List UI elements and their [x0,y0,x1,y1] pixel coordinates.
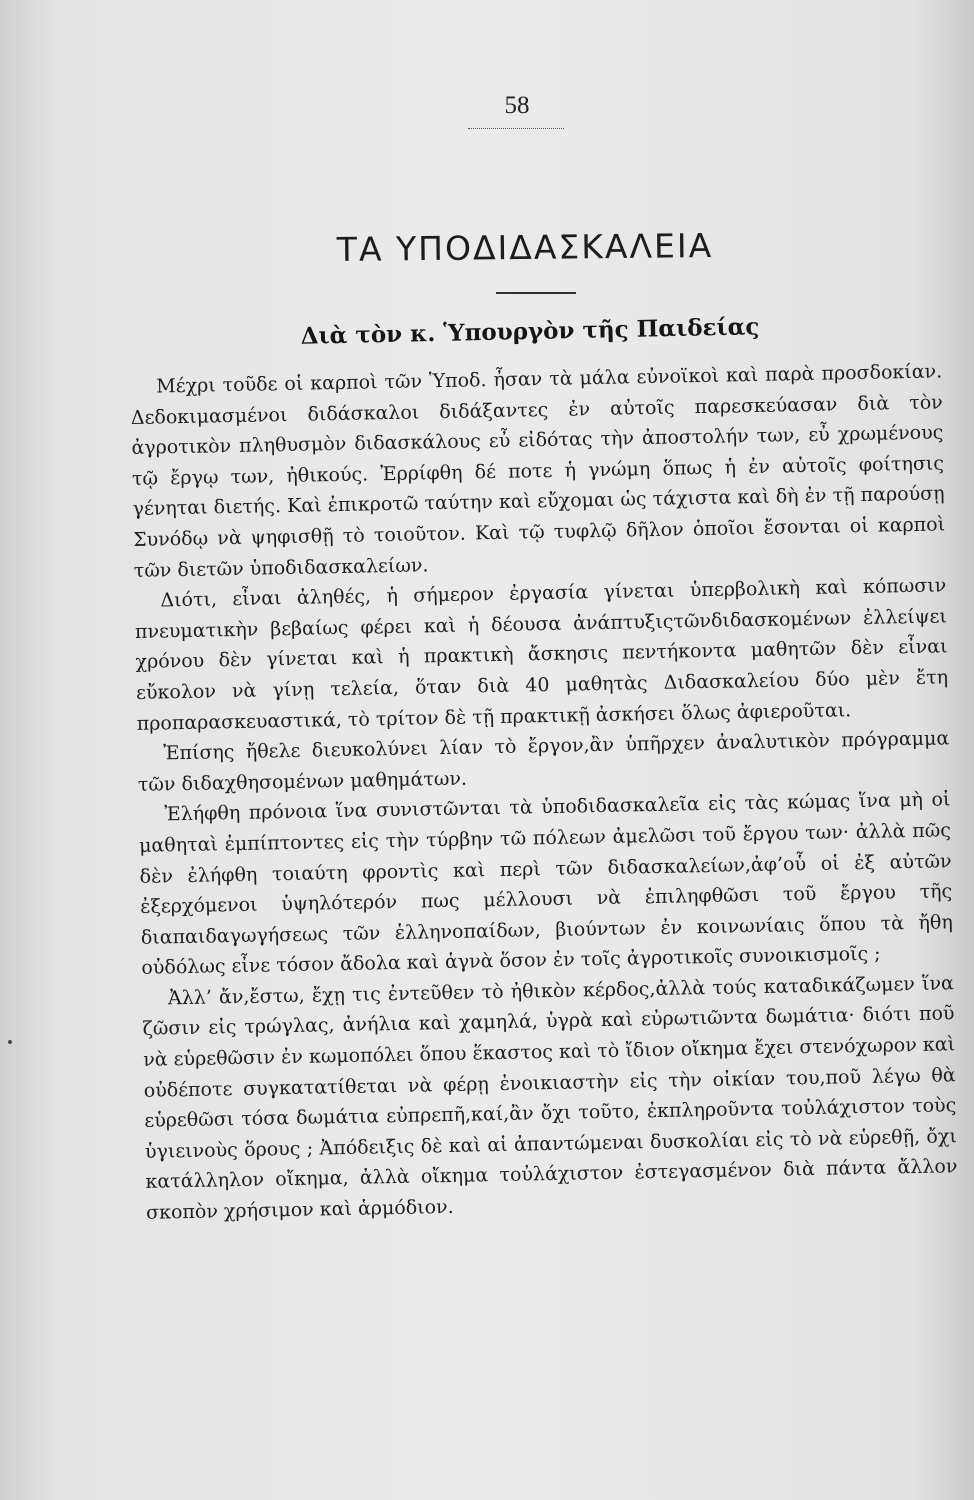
paragraph-1: Μέχρι τοῦδε οἱ καρποὶ τῶν Ὑποδ. ἦσαν τὰ μάλα εὐνοϊκοὶ καὶ παρὰ προσδοκίαν. Δεδοκιμασμένοι διδάσκαλοι διδάξαντες ἐν αὐτοῖς παρεσκεύασαν διὰ τὸν ἀγροτικὸν πληθυσμὸν διδασκάλους εὖ εἰδότας τὴν ἀποστολήν των, εὖ χρωμένους τῷ ἔργῳ των, ἠθικούς. Ἐρρίφθη δέ ποτε ἡ γνώμη ὅπως ἡ ἐν αὐτοῖς φοίτησις γένηται διετής. Καὶ ἐπικροτῶ ταύτην καὶ εὔχομαι ὡς τάχιστα καὶ δὴ ἐν τῇ παρούσῃ Συνόδῳ νὰ ψηφισθῇ τὸ τοιοῦτον. Καὶ τῷ τυφλῷ δῆλον ὁποῖοι ἔσονται οἱ καρποὶ τῶν διετῶν ὑποδιδασκαλείων. [130,360,946,582]
paragraph-5: Ἀλλ’ ἄν,ἔστω, ἔχῃ τις ἐντεῦθεν τὸ ἠθικὸν κέρδος,ἀλλὰ τούς καταδικάζωμεν ἵνα ζῶσιν εἰς τρώγλας, ἀνήλια καὶ χαμηλά, ὑγρὰ καὶ εὐρωτιῶντα δωμάτια· διότι ποῦ νὰ εὑρεθῶσιν ἐν κωμοπόλει ὅπου ἕκαστος καὶ τὸ ἴδιον οἴκημα ἔχει στενόχωρον καὶ οὐδέποτε συγκατατίθεται νὰ φέρῃ ἐνοικιαστὴν εἰς τὴν οἰκίαν του,ποῦ λέγω θὰ εὑρεθῶσι τόσα δωμάτια εὐπρεπῆ,καί,ἂν ὄχι τοῦτο, ἐκπληροῦντα τοὐλάχιστον τοὺς ὑγιεινοὺς ὅρους ; Ἀπόδειξις δὲ καὶ αἱ ἀπαντώμεναι δυσκολίαι εἰς τὸ νὰ εὑρεθῇ, ὄχι κατάλληλον οἴκημα, ἀλλὰ οἴκημα τοὐλάχιστον ἐστεγασμένον διὰ πάντα ἄλλον σκοπὸν χρήσιμον καὶ ἁρμόδιον. [142,972,958,1224]
paragraph-3: Ἐπίσης ἤθελε διευκολύνει λίαν τὸ ἔργον,ἂν ὑπῆρχεν ἀναλυτικὸν πρόγραμμα τῶν διδαχθησομένων μαθημάτων. [137,727,950,796]
page-number-rule [468,128,564,129]
paragraph-4: Ἐλήφθη πρόνοια ἵνα συνιστῶνται τὰ ὑποδιδασκαλεῖα εἰς τὰς κώμας ἵνα μὴ οἱ μαθηταὶ ἐμπίπτοντες εἰς τὴν τύρβην τῶ πόλεων ἀμελῶσι τοῦ ἔργου των· ἀλλὰ πῶς δὲν ἐλήφθη τοιαύτη φροντὶς καὶ περὶ τῶν διδασκαλείων,ἀφ’οὗ οἱ ἐξ αὐτῶν ἐξερχόμενοι ὑψηλότερόν πως μέλλουσι νὰ ἐπιληφθῶσι τοῦ ἔργου τῆς διαπαιδαγωγήσεως τῶν ἑλληνοπαίδων, βιούντων ἐν κοινωνίαις ὅπου τὰ ἤθη οὐδόλως εἶνε τόσον ἄδολα καὶ ἁγνὰ ὅσον ἐν τοῖς ἀγροτικοῖς συνοικισμοῖς ; [138,788,953,980]
margin-mark [8,1040,12,1044]
title-divider [496,292,576,294]
body-text [130,356,958,1228]
paragraph-2: Διότι, εἶναι ἀληθές, ἡ σήμερον ἐργασία γίνεται ὑπερβολικὴ καὶ κόπωσιν πνευματικὴν βεβαίως φέρει καὶ ἡ δέουσα ἀνάπτυξιςτῶνδιδασκομένων ἐλλείψει χρόνου δὲν γίνεται καὶ ἡ πρακτικὴ ἄσκησις πεντήκοντα μαθητῶν δὲν εἶναι εὔκολον νὰ γίνῃ τελεία, ὅταν διὰ 40 μαθητὰς Διδασκαλείου δύο μὲν ἔτη προπαρασκευαστικά, τὸ τρίτον δὲ τῇ πρακτικῇ ἀσκήσει ὅλως ἀφιεροῦται. [134,574,949,735]
page-subtitle: Διὰ τὸν κ. Ὑπουργὸν τῆς Παιδείας [300,313,760,350]
page-title: ΤΑ ΥΠΟΔΙΔΑΣΚΑΛΕΙΑ [336,226,714,269]
page-number: 58 [504,92,530,119]
